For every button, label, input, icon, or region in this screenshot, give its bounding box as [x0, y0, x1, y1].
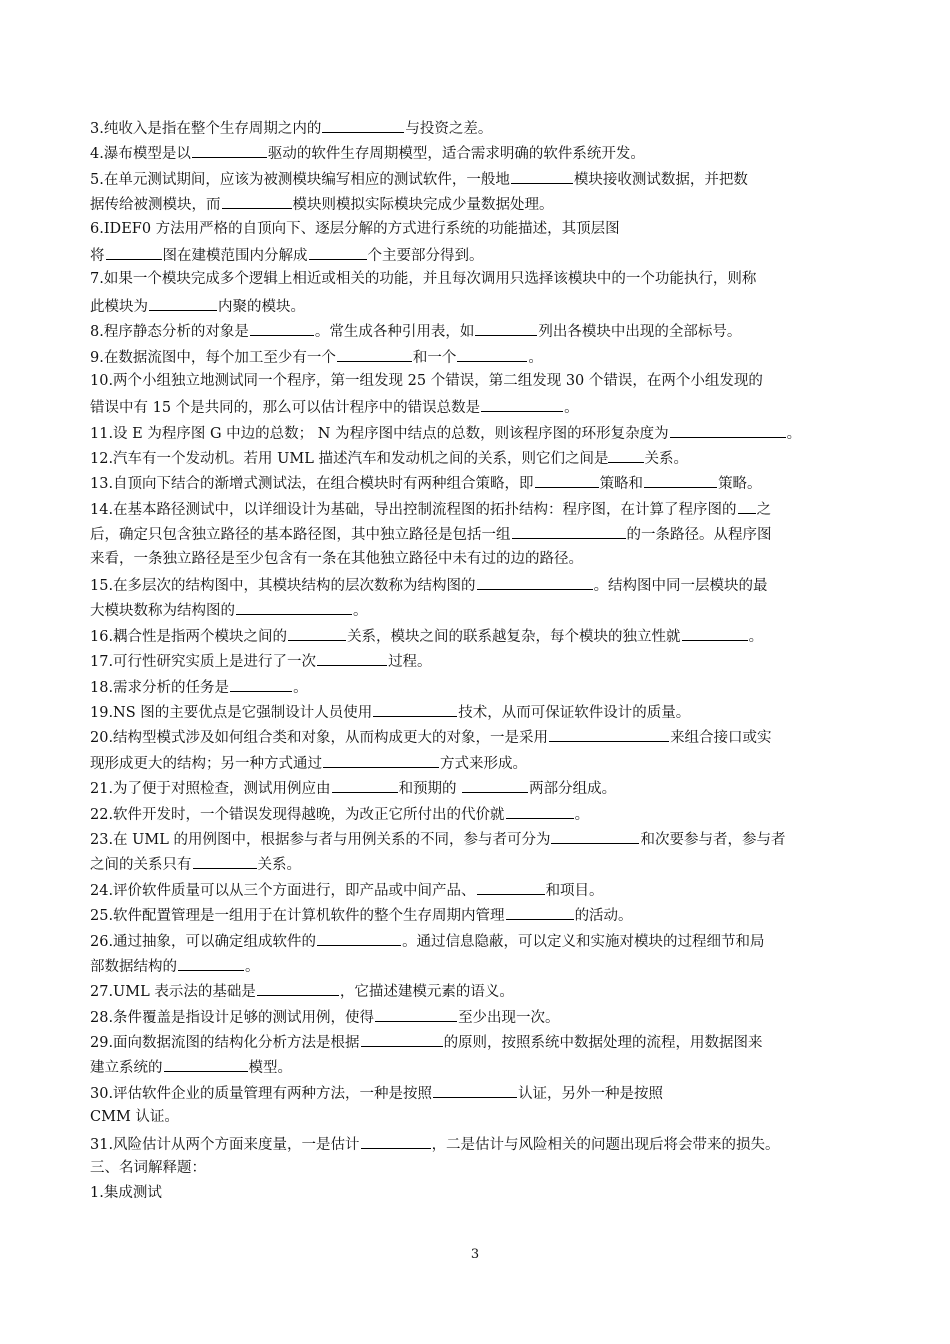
- answer-blank[interactable]: [317, 648, 387, 666]
- text-line: [90, 877, 862, 902]
- answer-blank[interactable]: [608, 445, 644, 463]
- text-segment: 来看，一条独立路径是至少包含有一条在其他独立路径中未有过的边的路径。: [90, 550, 583, 567]
- answer-blank[interactable]: [236, 597, 352, 615]
- text-segment: 关系。: [257, 857, 301, 874]
- text-line: [90, 242, 862, 267]
- answer-blank[interactable]: [506, 801, 574, 819]
- text-segment: 。结构图中同一层模块的最: [593, 578, 768, 595]
- text-segment: 28.条件覆盖是指设计足够的测试用例，使得: [90, 1009, 375, 1026]
- text-segment: 图在建模范围内分解成: [162, 247, 308, 264]
- text-line: [90, 191, 862, 216]
- answer-blank[interactable]: [462, 775, 528, 793]
- text-line: [90, 928, 862, 953]
- text-line: [90, 674, 862, 699]
- answer-blank[interactable]: [309, 242, 367, 260]
- text-line: [90, 166, 862, 191]
- text-line: [90, 623, 862, 648]
- text-line: [90, 547, 862, 572]
- answer-blank[interactable]: [337, 344, 412, 362]
- text-segment: 现形成更大的结构；另一种方式通过: [90, 755, 322, 772]
- text-segment: 关系，模块之间的联系越复杂，每个模块的独立性就: [347, 628, 681, 645]
- answer-blank[interactable]: [457, 344, 527, 362]
- question-list: [90, 115, 862, 1207]
- text-segment: 5.在单元测试期间，应该为被测模块编写相应的测试软件，一般地: [90, 171, 510, 188]
- text-segment: CMM 认证。: [90, 1109, 179, 1126]
- text-segment: 和项目。: [545, 882, 604, 899]
- answer-blank[interactable]: [361, 1029, 443, 1047]
- answer-blank[interactable]: [551, 826, 639, 844]
- text-segment: 技术，从而可保证软件设计的质量。: [458, 704, 691, 721]
- answer-blank[interactable]: [644, 470, 717, 488]
- text-line: [90, 1156, 862, 1181]
- answer-blank[interactable]: [512, 521, 626, 539]
- text-segment: 23.在 UML 的用例图中，根据参与者与用例关系的不同，参与者可分为: [90, 831, 551, 848]
- text-line: [90, 826, 862, 851]
- answer-blank[interactable]: [250, 318, 314, 336]
- text-segment: 模块则模拟实际模块完成少量数据处理。: [292, 197, 554, 214]
- text-segment: 20.结构型模式涉及如何组合类和对象，从而构成更大的对象，一是采用: [90, 730, 549, 747]
- text-segment: 驱动的软件生存周期模型，适合需求明确的软件系统开发。: [267, 146, 645, 163]
- text-segment: 三、名词解释题：: [90, 1160, 206, 1177]
- text-segment: 策略和: [599, 476, 644, 493]
- answer-blank[interactable]: [323, 750, 439, 768]
- text-segment: 1.集成测试: [90, 1185, 162, 1202]
- text-line: [90, 775, 862, 800]
- answer-blank[interactable]: [670, 420, 786, 438]
- text-line: [90, 217, 862, 242]
- text-segment: 大模块数称为结构图的: [90, 603, 235, 620]
- text-segment: 与投资之差。: [405, 121, 493, 137]
- answer-blank[interactable]: [332, 775, 398, 793]
- text-line: [90, 978, 862, 1003]
- answer-blank[interactable]: [106, 242, 162, 260]
- text-segment: 错误中有 15 个是共同的，那么可以估计程序中的错误总数是: [90, 400, 481, 417]
- text-segment: 的原则，按照系统中数据处理的流程，用数据图来: [443, 1035, 763, 1052]
- text-segment: 建立系统的: [90, 1060, 163, 1077]
- answer-blank[interactable]: [506, 902, 574, 920]
- text-line: [90, 445, 862, 470]
- text-segment: 8.程序静态分析的对象是: [90, 324, 249, 341]
- text-segment: 15.在多层次的结构图中，其模块结构的层次数称为结构图的: [90, 578, 476, 595]
- answer-blank[interactable]: [193, 851, 257, 869]
- text-line: [90, 1004, 862, 1029]
- text-segment: 21.为了便于对照检查，测试用例应由: [90, 781, 331, 798]
- text-line: [90, 953, 862, 978]
- text-segment: 和次要参与者，参与者: [640, 831, 786, 848]
- text-segment: 30.评估软件企业的质量管理有两种方法，一种是按照: [90, 1085, 433, 1102]
- text-segment: 模型。: [248, 1060, 292, 1077]
- text-segment: 。: [353, 603, 368, 620]
- answer-blank[interactable]: [475, 318, 537, 336]
- text-segment: 16.耦合性是指两个模块之间的: [90, 628, 288, 645]
- text-line: [90, 1080, 862, 1105]
- answer-blank[interactable]: [230, 674, 292, 692]
- text-segment: 9.在数据流图中，每个加工至少有一个: [90, 349, 336, 366]
- text-segment: 4.瀑布模型是以: [90, 146, 191, 163]
- text-segment: 18.需求分析的任务是: [90, 679, 230, 696]
- text-segment: 29.面向数据流图的结构化分析方法是根据: [90, 1035, 360, 1052]
- answer-blank[interactable]: [322, 115, 404, 133]
- answer-blank[interactable]: [477, 877, 545, 895]
- text-line: [90, 851, 862, 876]
- text-segment: 31.风险估计从两个方面来度量，一是估计: [90, 1136, 360, 1153]
- text-segment: 27.UML 表示法的基础是: [90, 984, 256, 1001]
- text-segment: 两部分组成。: [529, 781, 617, 798]
- text-segment: 22.软件开发时，一个错误发现得越晚，为改正它所付出的代价就: [90, 806, 505, 823]
- text-segment: 模块接收测试数据，并把数: [573, 171, 748, 188]
- text-segment: 6.IDEF0 方法用严格的自顶向下、逐层分解的方式进行系统的功能描述，其顶层图: [90, 220, 620, 237]
- text-segment: 。: [528, 349, 543, 366]
- text-segment: 。: [574, 806, 590, 823]
- text-line: [90, 572, 862, 597]
- answer-blank[interactable]: [738, 496, 756, 514]
- answer-blank[interactable]: [477, 572, 593, 590]
- answer-blank[interactable]: [178, 953, 244, 971]
- text-segment: 。: [748, 628, 764, 645]
- text-segment: 关系。: [644, 451, 688, 468]
- text-segment: 。常生成各种引用表，如: [314, 324, 475, 341]
- text-line: [90, 394, 862, 419]
- text-segment: 7.如果一个模块完成多个逻辑上相近或相关的功能，并且每次调用只选择该模块中的一个功能执行，则称: [90, 271, 757, 288]
- text-line: [90, 115, 862, 140]
- text-segment: 此模块为: [90, 298, 148, 315]
- text-segment: 12.汽车有一个发动机。若用 UML 描述汽车和发动机之间的关系，则它们之间是: [90, 451, 609, 468]
- text-segment: 3.纯收入是指在整个生存周期之内的: [90, 121, 322, 137]
- text-line: [90, 699, 862, 724]
- text-segment: 17.可行性研究实质上是进行了一次: [90, 654, 317, 671]
- text-segment: 列出各模块中出现的全部标号。: [538, 324, 742, 341]
- text-segment: 策略。: [718, 476, 762, 493]
- text-segment: 10.两个小组独立地测试同一个程序，第一组发现 25 个错误，第二组发现 30 个错误，在两个小组发现的: [90, 372, 763, 389]
- text-line: [90, 470, 862, 495]
- answer-blank[interactable]: [481, 394, 563, 412]
- text-segment: 和预期的: [398, 781, 462, 798]
- text-segment: 内聚的模块。: [218, 298, 305, 315]
- answer-blank[interactable]: [361, 1131, 431, 1149]
- text-segment: 。: [564, 400, 579, 417]
- answer-blank[interactable]: [375, 1004, 457, 1022]
- text-line: [90, 1105, 862, 1130]
- answer-blank[interactable]: [549, 724, 669, 742]
- text-segment: 将: [90, 247, 105, 264]
- text-line: [90, 801, 862, 826]
- text-segment: ，它描述建模元素的语义。: [339, 984, 514, 1001]
- answer-blank[interactable]: [164, 1054, 248, 1072]
- text-segment: 11.设 E 为程序图 G 中边的总数； N 为程序图中结点的总数，则该程序图的环形复杂度为: [90, 425, 669, 442]
- text-segment: 之间的关系只有: [90, 857, 192, 874]
- answer-blank[interactable]: [535, 470, 599, 488]
- text-segment: 认证，另外一种是按照: [518, 1085, 664, 1102]
- text-line: [90, 1029, 862, 1054]
- text-line: [90, 344, 862, 369]
- text-segment: 。: [293, 679, 308, 696]
- text-line: [90, 521, 862, 546]
- text-segment: 25.软件配置管理是一组用于在计算机软件的整个生存周期内管理: [90, 908, 505, 925]
- text-segment: 。: [786, 425, 802, 442]
- answer-blank[interactable]: [317, 928, 401, 946]
- text-segment: 来组合接口或实: [670, 730, 772, 747]
- text-segment: 14.在基本路径测试中，以详细设计为基础，导出控制流程图的拓扑结构：程序图，在计算了程序图的: [90, 501, 737, 518]
- answer-blank[interactable]: [257, 978, 339, 996]
- text-segment: 13.自顶向下结合的渐增式测试法，在组合模块时有两种组合策略，即: [90, 476, 534, 493]
- text-segment: 后，确定只包含独立路径的基本路径图，其中独立路径是包括一组: [90, 527, 511, 544]
- text-line: [90, 902, 862, 927]
- text-line: [90, 597, 862, 622]
- text-line: [90, 1054, 862, 1079]
- answer-blank[interactable]: [149, 293, 217, 311]
- text-segment: 19.NS 图的主要优点是它强制设计人员使用: [90, 704, 373, 721]
- text-line: [90, 1131, 862, 1156]
- text-segment: 。通过信息隐蔽，可以定义和实施对模块的过程细节和局: [402, 933, 765, 950]
- text-segment: 据传给被测模块，而: [90, 197, 221, 214]
- text-segment: 。: [245, 958, 260, 975]
- text-segment: 和一个: [412, 349, 457, 366]
- text-line: [90, 140, 862, 165]
- text-line: [90, 420, 862, 445]
- answer-blank[interactable]: [511, 166, 573, 184]
- text-line: [90, 369, 862, 394]
- text-line: [90, 750, 862, 775]
- text-segment: 方式来形成。: [440, 755, 527, 772]
- text-line: [90, 724, 862, 749]
- text-line: [90, 267, 862, 292]
- text-line: [90, 293, 862, 318]
- text-segment: 之: [756, 501, 772, 518]
- text-segment: 26.通过抽象，可以确定组成软件的: [90, 933, 317, 950]
- answer-blank[interactable]: [288, 623, 346, 641]
- answer-blank[interactable]: [222, 191, 292, 209]
- text-segment: 过程。: [388, 654, 432, 671]
- text-segment: 的活动。: [574, 908, 633, 925]
- text-line: [90, 496, 862, 521]
- text-line: [90, 648, 862, 673]
- answer-blank[interactable]: [433, 1080, 517, 1098]
- answer-blank[interactable]: [682, 623, 748, 641]
- text-line: [90, 318, 862, 343]
- text-segment: 至少出现一次。: [458, 1009, 560, 1026]
- text-line: [90, 1181, 862, 1206]
- answer-blank[interactable]: [373, 699, 457, 717]
- text-segment: 个主要部分得到。: [367, 247, 484, 264]
- text-segment: 24.评价软件质量可以从三个方面进行，即产品或中间产品、: [90, 882, 476, 899]
- text-segment: ，二是估计与风险相关的问题出现后将会带来的损失。: [431, 1136, 780, 1153]
- page-number: 3: [470, 1247, 480, 1262]
- answer-blank[interactable]: [192, 140, 267, 158]
- text-segment: 部数据结构的: [90, 958, 177, 975]
- text-segment: 的一条路径。从程序图: [626, 527, 772, 544]
